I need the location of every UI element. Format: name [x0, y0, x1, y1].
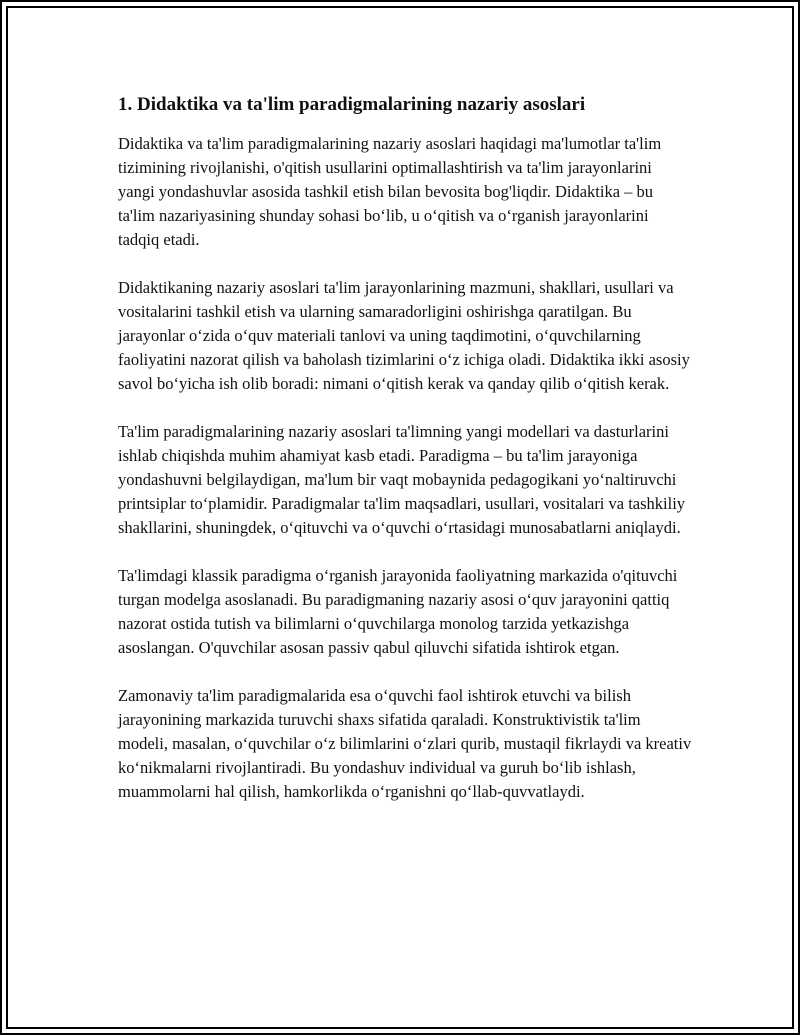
paragraph-5: Zamonaviy ta'lim paradigmalarida esa o‘quvchi faol ishtirok etuvchi va bilish jarayonining markazida turuvchi shaxs sifatida qaraladi. Konstruktivistik ta'lim modeli, masalan, o‘quvchilar o‘z bilimlarini o‘zlari qurib, mustaqil fikrlaydi va kreativ ko‘nikmalarni rivojlantiradi. Bu yondashuv individual va guruh bo‘lib ishlash, muammolarni hal qilish, hamkorlikda o‘rganishni qo‘llab-quvvatlaydi. [118, 686, 692, 801]
section-heading: 1. Didaktika va ta'lim paradigmalarining nazariy asoslari [118, 94, 586, 115]
paragraph-4: Ta'limdagi klassik paradigma o‘rganish jarayonida faoliyatning markazida o'qituvchi turgan modelga asoslanadi. Bu paradigmaning nazariy asosi o‘quv jarayonini qattiq nazorat ostida tutish va bilimlarni o‘quvchilarga monolog tarzida yetkazishga asoslangan. O'quvchilar asosan passiv qabul qiluvchi sifatida ishtirok etgan. [118, 566, 678, 657]
document-body [118, 92, 692, 828]
paragraph-1: Didaktika va ta'lim paradigmalarining nazariy asoslari haqidagi ma'lumotlar ta'lim tizimining rivojlanishi, o'qitish usullarini optimallashtirish va ta'lim jarayonlarini yangi yondashuvlar asosida tashkil etish bilan bevosita bog'liqdir. Didaktika – bu ta'lim nazariyasining shunday sohasi bo‘lib, u o‘qitish va o‘rganish jarayonlarini tadqiq etadi. [118, 134, 662, 249]
paragraph-3: Ta'lim paradigmalarining nazariy asoslari ta'limning yangi modellari va dasturlarini ishlab chiqishda muhim ahamiyat kasb etadi. Paradigma – bu ta'lim jarayoniga yondashuvni belgilaydigan, ma'lum bir vaqt mobaynida pedagogikani yo‘naltiruvchi printsiplar to‘plamidir. Paradigmalar ta'lim maqsadlari, usullari, vositalari va tashkiliy shakllarini, shuningdek, o‘qituvchi va o‘quvchi o‘rtasidagi munosabatlarni aniqlaydi. [118, 422, 686, 537]
paragraph-2: Didaktikaning nazariy asoslari ta'lim jarayonlarining mazmuni, shakllari, usullari va vositalarini tashkil etish va ularning samaradorligini oshirishga qaratilgan. Bu jarayonlar o‘zida o‘quv materiali tanlovi va uning taqdimotini, o‘quvchilarning faoliyatini nazorat qilish va baholash tizimlarini o‘z ichiga oladi. Didaktika ikki asosiy savol bo‘yicha ish olib boradi: nimani o‘qitish kerak va qanday qilib o‘qitish kerak. [118, 278, 690, 393]
